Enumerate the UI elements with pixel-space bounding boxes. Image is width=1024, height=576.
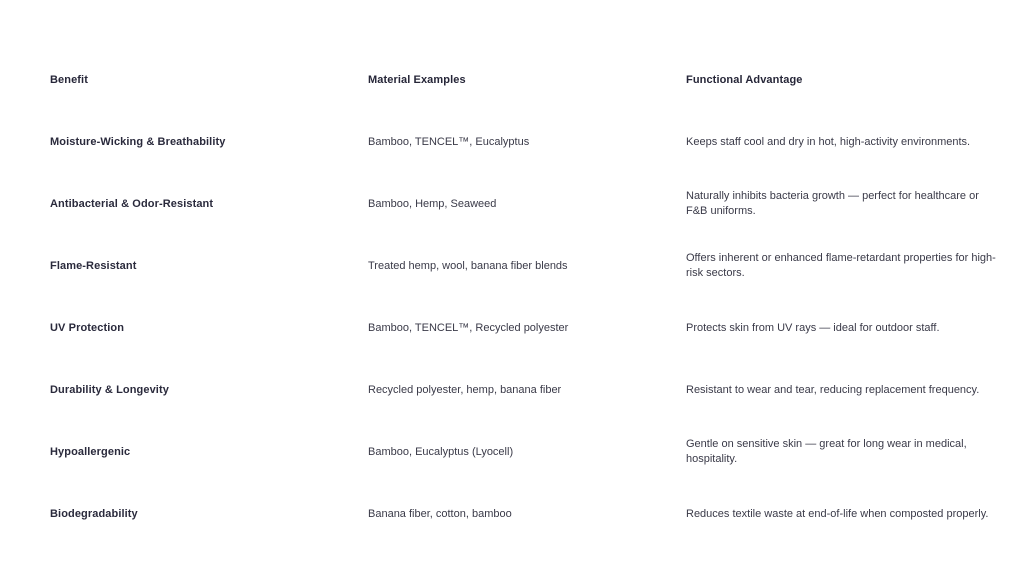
column-header-benefit: Benefit: [50, 74, 88, 86]
benefit-cell: Antibacterial & Odor-Resistant: [50, 198, 214, 210]
table-row: [50, 483, 1010, 545]
materials-cell: Bamboo, Eucalyptus (Lyocell): [368, 446, 514, 458]
table-row: [50, 173, 1010, 235]
advantage-cell: Keeps staff cool and dry in hot, high-activity environments.: [686, 135, 971, 148]
table-row: [50, 235, 1010, 297]
advantage-cell: Reduces textile waste at end-of-life when composted properly.: [686, 507, 989, 520]
benefit-cell: Hypoallergenic: [50, 446, 131, 458]
column-header-functional-advantage: Functional Advantage: [686, 74, 803, 86]
materials-cell: Treated hemp, wool, banana fiber blends: [368, 260, 568, 272]
table-row: [50, 359, 1010, 421]
advantage-cell: Resistant to wear and tear, reducing replacement frequency.: [686, 383, 980, 396]
advantage-cell: Offers inherent or enhanced flame-retardant properties for high-risk sectors.: [686, 252, 996, 279]
table-row: [50, 297, 1010, 359]
table-header-row: [50, 49, 1010, 111]
benefit-cell: UV Protection: [50, 322, 125, 334]
advantage-cell: Gentle on sensitive skin — great for long wear in medical, hospitality.: [686, 438, 967, 465]
column-header-material-examples: Material Examples: [368, 74, 466, 86]
advantage-cell: Naturally inhibits bacteria growth — perfect for healthcare or F&B uniforms.: [686, 190, 979, 217]
benefit-cell: Moisture-Wicking & Breathability: [50, 136, 226, 148]
materials-cell: Banana fiber, cotton, bamboo: [368, 508, 512, 520]
table-row: [50, 111, 1010, 173]
table-row: [50, 421, 1010, 483]
advantage-cell: Protects skin from UV rays — ideal for outdoor staff.: [686, 321, 940, 334]
benefit-cell: Durability & Longevity: [50, 384, 169, 396]
benefit-cell: Flame-Resistant: [50, 260, 137, 272]
materials-cell: Bamboo, TENCEL™, Eucalyptus: [368, 136, 530, 148]
materials-cell: Recycled polyester, hemp, banana fiber: [368, 384, 562, 396]
materials-cell: Bamboo, TENCEL™, Recycled polyester: [368, 322, 569, 334]
benefit-cell: Biodegradability: [50, 508, 138, 520]
materials-cell: Bamboo, Hemp, Seaweed: [368, 198, 497, 210]
